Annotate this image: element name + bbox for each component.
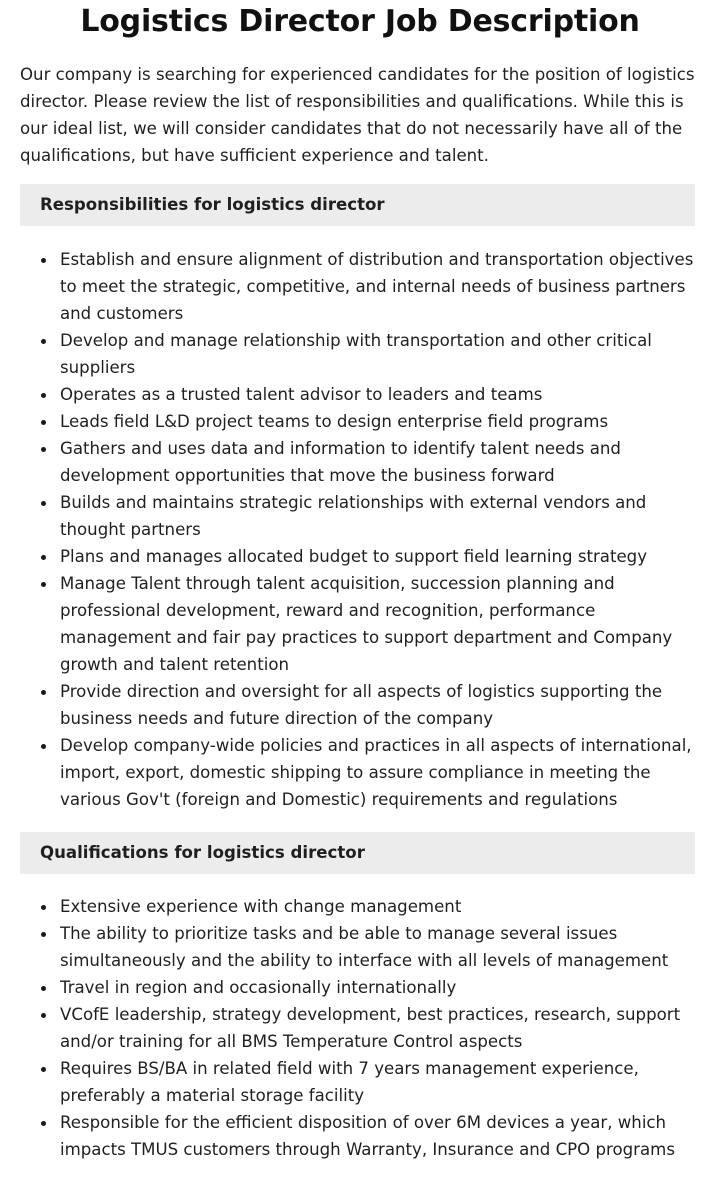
responsibility-item: Provide direction and oversight for all aspects of logistics supporting the business needs and future direction of the company — [20, 678, 700, 732]
responsibility-item: Manage Talent through talent acquisition, succession planning and professional development, reward and recognition, performance management and fair pay practices to support department and Company growth and talent retention — [20, 570, 700, 678]
qualification-item: Requires BS/BA in related field with 7 years management experience, preferably a material storage facility — [20, 1055, 700, 1109]
qualification-item: Extensive experience with change management — [20, 893, 700, 920]
responsibility-item: Establish and ensure alignment of distribution and transportation objectives to meet the strategic, competitive, and internal needs of business partners and customers — [20, 246, 700, 327]
intro-paragraph: Our company is searching for experienced candidates for the position of logistics director. Please review the list of responsibilities and qualifications. While this is our ideal list, we will consider candidates that do not necessarily have all of the qualifications, but have sufficient experience and talent. — [20, 65, 695, 165]
responsibility-item: Gathers and uses data and information to identify talent needs and development opportunities that move the business forward — [20, 435, 700, 489]
responsibility-item: Develop and manage relationship with transportation and other critical suppliers — [20, 327, 700, 381]
qualification-item: Responsible for the efficient disposition of over 6M devices a year, which impacts TMUS customers through Warranty, Insurance and CPO programs — [20, 1109, 700, 1163]
responsibility-item: Plans and manages allocated budget to support field learning strategy — [20, 543, 700, 570]
qualifications-list — [20, 893, 700, 1163]
qualifications-heading: Qualifications for logistics director — [20, 832, 695, 874]
responsibility-item: Operates as a trusted talent advisor to leaders and teams — [20, 381, 700, 408]
page-title: Logistics Director Job Description — [80, 4, 640, 39]
responsibility-item: Leads field L&D project teams to design enterprise field programs — [20, 408, 700, 435]
responsibility-item: Develop company-wide policies and practices in all aspects of international, import, export, domestic shipping to assure compliance in meeting the various Gov't (foreign and Domestic) requirements and regulations — [20, 732, 700, 813]
qualification-item: Travel in region and occasionally internationally — [20, 974, 700, 1001]
responsibilities-list — [20, 246, 700, 813]
qualification-item: The ability to prioritize tasks and be able to manage several issues simultaneously and the ability to interface with all levels of management — [20, 920, 700, 974]
responsibilities-heading: Responsibilities for logistics director — [20, 184, 695, 226]
responsibility-item: Builds and maintains strategic relationships with external vendors and thought partners — [20, 489, 700, 543]
qualification-item: VCofE leadership, strategy development, best practices, research, support and/or training for all BMS Temperature Control aspects — [20, 1001, 700, 1055]
